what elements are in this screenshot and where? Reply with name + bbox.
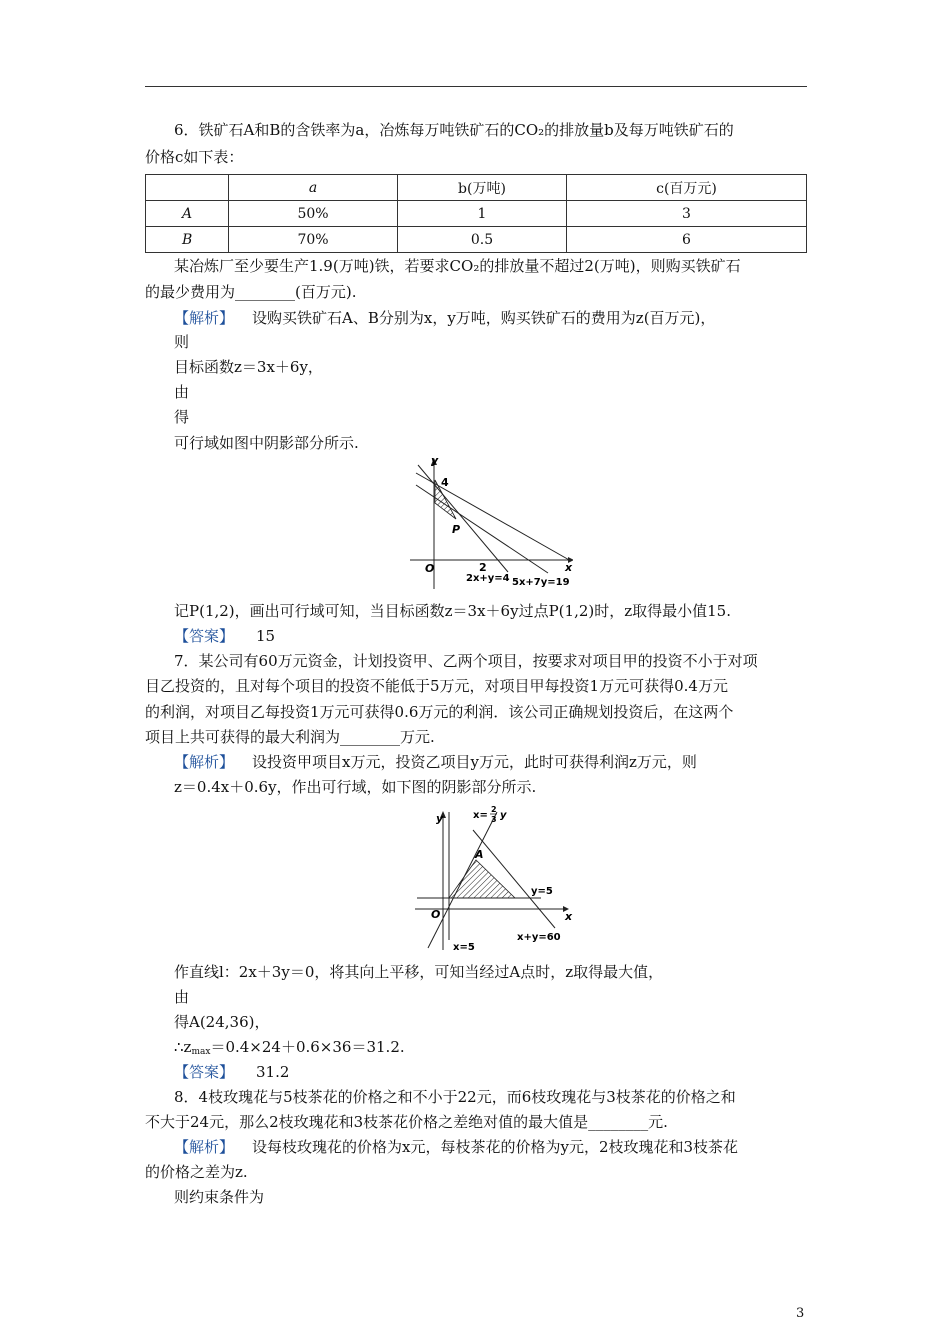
analysis-tag: 【解析】 bbox=[174, 1138, 235, 1156]
q7-zmax bbox=[174, 1037, 405, 1062]
q7-line3: 的利润，对项目乙每投资1万元可获得0.6万元的利润．该公司正确规划投资后，在这两个 bbox=[145, 703, 734, 721]
line2-label: 5x+7y=19 bbox=[512, 577, 570, 588]
q6-figure bbox=[408, 455, 573, 590]
table-cell: 3 bbox=[567, 201, 807, 227]
q6-line3: 某冶炼厂至少要生产1.9(万吨)铁，若要求CO₂的排放量不超过2(万吨)，则购买铁矿石 bbox=[174, 257, 741, 275]
q7-answer bbox=[174, 1062, 289, 1082]
table-header-cell: c(百万元) bbox=[567, 175, 807, 201]
table-header-cell: b(万吨) bbox=[398, 175, 567, 201]
answer-value: 31.2 bbox=[256, 1063, 290, 1081]
q6-line1: 6．铁矿石A和B的含铁率为a，冶炼每万吨铁矿石的CO₂的排放量b及每万吨铁矿石的 bbox=[174, 121, 734, 139]
q6-table bbox=[145, 174, 807, 253]
point-label: P bbox=[452, 523, 461, 536]
fraction-numerator: 2 bbox=[491, 805, 497, 814]
analysis-text: 设每枝玫瑰花的价格为x元，每枝茶花的价格为y元，2枝玫瑰花和3枝茶花 bbox=[252, 1138, 739, 1156]
q6-line4: 的最少费用为________(百万元). bbox=[145, 283, 357, 301]
q7-figure bbox=[413, 800, 573, 952]
zmax-prefix: ∴z bbox=[174, 1038, 192, 1056]
q8-line2: 不大于24元，那么2枝玫瑰花和3枝茶花价格之差绝对值的最大值是________元. bbox=[145, 1113, 668, 1131]
q6-conclusion: 记P(1,2)，画出可行域可知，当目标函数z＝3x＋6y过点P(1,2)时，z取得最小值15. bbox=[174, 602, 731, 620]
y-axis-label: y bbox=[431, 455, 439, 467]
zmax-expression: ＝0.4×24＋0.6×36＝31.2. bbox=[210, 1038, 405, 1056]
answer-tag: 【答案】 bbox=[174, 1063, 235, 1081]
y-axis-label: y bbox=[436, 812, 444, 825]
q7-analysis bbox=[174, 752, 697, 772]
line-2x-y-4 bbox=[418, 465, 508, 572]
line-sum-label: x+y=60 bbox=[517, 932, 561, 943]
fraction-denominator: 3 bbox=[491, 815, 497, 824]
table-cell: 6 bbox=[567, 227, 807, 253]
q7-line4: 项目上共可获得的最大利润为________万元. bbox=[145, 728, 435, 746]
top-line-label: x= bbox=[473, 810, 488, 821]
table-row bbox=[146, 201, 807, 227]
q8-analysis bbox=[174, 1137, 738, 1157]
q6-objective: 目标函数z＝3x＋6y， bbox=[174, 358, 323, 376]
point-label: A bbox=[475, 848, 484, 861]
header-rule bbox=[145, 86, 807, 87]
feasible-region bbox=[449, 860, 515, 898]
q7-by: 由 bbox=[174, 988, 190, 1006]
answer-tag: 【答案】 bbox=[174, 627, 235, 645]
q6-then: 则 bbox=[174, 333, 190, 351]
table-header-cell bbox=[146, 175, 229, 201]
table-header-row bbox=[146, 175, 807, 201]
answer-value: 15 bbox=[256, 627, 276, 645]
page-number: 3 bbox=[796, 1306, 805, 1321]
analysis-tag: 【解析】 bbox=[174, 309, 235, 327]
line-objective bbox=[416, 473, 571, 561]
table-row bbox=[146, 227, 807, 253]
q6-answer bbox=[174, 626, 275, 646]
table-cell: A bbox=[146, 201, 229, 227]
analysis-text: 设购买铁矿石A、B分别为x，y万吨，购买铁矿石的费用为z(百万元)， bbox=[252, 309, 716, 327]
origin-label: O bbox=[425, 562, 435, 575]
q6-analysis bbox=[174, 308, 715, 328]
line-y5-label: y=5 bbox=[531, 886, 553, 897]
zmax-subscript: max bbox=[191, 1047, 211, 1057]
q7-step1: 作直线l：2x＋3y＝0，将其向上平移，可知当经过A点时，z取得最大值， bbox=[174, 963, 664, 981]
line-x5-label: x=5 bbox=[453, 942, 475, 952]
table-cell: 50% bbox=[229, 201, 398, 227]
q8-line1: 8．4枝玫瑰花与5枝茶花的价格之和不小于22元，而6枝玫瑰花与3枝茶花的价格之和 bbox=[174, 1088, 736, 1106]
q7-line2: 目乙投资的，且对每个项目的投资不能低于5万元，对项目甲每投资1万元可获得0.4万元 bbox=[145, 677, 728, 695]
q8-line3: 的价格之差为z. bbox=[145, 1163, 248, 1181]
y-tick-label: 4 bbox=[441, 476, 449, 489]
q6-line2: 价格c如下表： bbox=[145, 148, 244, 166]
line1-label: 2x+y=4 bbox=[466, 573, 510, 584]
table-cell: 0.5 bbox=[398, 227, 567, 253]
table-cell: B bbox=[146, 227, 229, 253]
x-axis-label: x bbox=[565, 910, 573, 923]
table-header-cell: a bbox=[229, 175, 398, 201]
table-cell: 1 bbox=[398, 201, 567, 227]
q6-feasible: 可行域如图中阴影部分所示. bbox=[174, 434, 359, 452]
q6-get: 得 bbox=[174, 408, 190, 426]
x-axis-label: x bbox=[565, 561, 573, 574]
top-line-y: y bbox=[500, 810, 507, 821]
analysis-text: 设投资甲项目x万元，投资乙项目y万元，此时可获得利润z万元，则 bbox=[252, 753, 697, 771]
origin-label: O bbox=[431, 908, 441, 921]
q8-line4: 则约束条件为 bbox=[174, 1188, 265, 1206]
x-tick-label: 2 bbox=[479, 561, 487, 574]
analysis-tag: 【解析】 bbox=[174, 753, 235, 771]
table-cell: 70% bbox=[229, 227, 398, 253]
q6-by: 由 bbox=[174, 383, 190, 401]
q7-line1: 7．某公司有60万元资金，计划投资甲、乙两个项目，按要求对项目甲的投资不小于对项 bbox=[174, 652, 758, 670]
q7-get: 得A(24,36)， bbox=[174, 1013, 270, 1031]
q7-analysis-cont: z＝0.4x＋0.6y，作出可行域，如下图的阴影部分所示. bbox=[174, 778, 537, 796]
